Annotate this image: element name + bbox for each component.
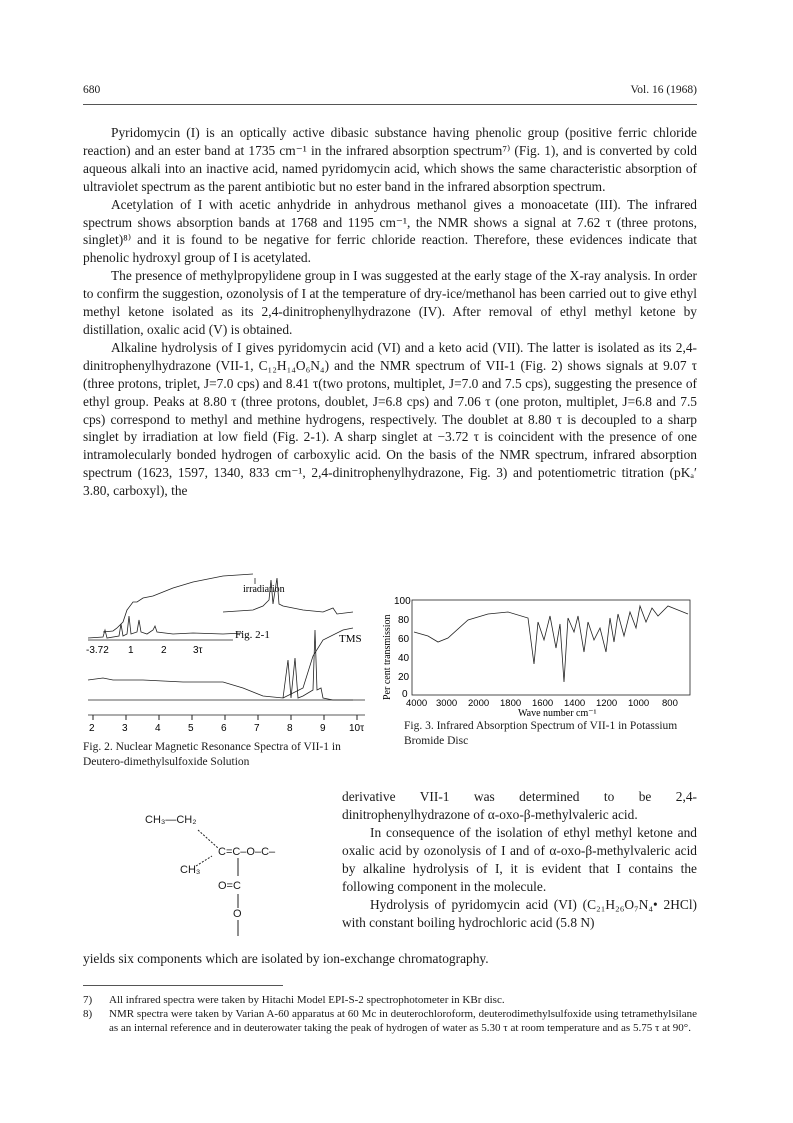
ir-y-tick: 20 [398,672,410,683]
nmr-upper-tick: -3.72 [86,645,109,656]
nmr-lower-tick: 2 [89,723,95,734]
page-number: 680 [83,84,101,96]
ir-x-tick: 800 [662,698,678,709]
nmr-upper-baseline [88,616,243,638]
tms-label: TMS [339,633,362,645]
paragraph: Pyridomycin (I) is an optically active dibasic substance having phenolic group (positive ferric chloride reaction) and an ester band at 1735 cm⁻¹ in the infrared absorption spectrum⁷⁾ (Fig. 1), and is converted by cold aqueous alkali into an inactive acid, named pyridomycin acid, which shows the same characteristic absorption of ultraviolet spectrum as the parent antibiotic but no ester band in the infrared absorption spectrum. [83,125,697,194]
nmr-upper-tick: 2 [161,645,167,656]
ir-x-tick: 3000 [436,698,458,709]
footnote-text: All infrared spectra were taken by Hitachi Model EPI-S-2 spectrophotometer in KBr disc. [109,994,505,1006]
volume-label: Vol. 16 (1968) [630,84,697,96]
footnote [83,993,697,1007]
paragraph: derivative VII-1 was determined to be 2,4-dinitrophenylhydrazone of α-oxo-β-methylvaleric acid. [342,789,697,822]
structure-line: C=C–O–C– [218,846,276,858]
nmr-lower-tick: 10τ [349,723,365,734]
ir-x-tick: 1600 [532,698,554,709]
ir-x-tick: 1200 [596,698,618,709]
ir-trace [414,606,688,682]
nmr-lower-tick: 5 [188,723,194,734]
nmr-lower-tick: 3 [122,723,128,734]
paragraph: Hydrolysis of pyridomycin acid (VI) (C₂₁H₂₆O₇N₄• 2HCl) with constant boiling hydrochloric acid (5.8 N) [342,897,697,930]
ir-x-tick: 2000 [468,698,490,709]
fig2-1-label: Fig. 2-1 [235,629,270,641]
footnote [83,1007,697,1035]
paragraph: In consequence of the isolation of ethyl methyl ketone and oxalic acid by ozonolysis of I and of α-oxo-β-methylvaleric acid by alkaline hydrolysis of I, it is evident that I contains the following component in the molecule. [342,825,697,894]
irradiation-label: irradiation [243,584,285,595]
ir-plot-frame [412,600,690,695]
nmr-lower-tick: 6 [221,723,227,734]
nmr-upper-tick: 3τ [193,645,203,656]
header-rule [83,104,697,105]
paragraph: The presence of methylpropylidene group in I was suggested at the early stage of the X-ray analysis. In order to confirm the suggestion, ozonolysis of I at the temperature of dry-ice/methanol has been carried out to give ethyl methyl ketone isolated as its 2,4-dinitrophenylhydrazone (IV). After removal of ethyl methyl ketone by distillation, oxalic acid (V) is obtained. [83,268,697,337]
chemical-structure [140,808,310,938]
nmr-lower-ticks [93,715,357,720]
ir-x-tick: 1000 [628,698,650,709]
right-column-text [342,788,697,932]
ir-y-tick: 40 [398,653,410,664]
footnotes [83,993,697,1035]
fig2-caption: Fig. 2. Nuclear Magnetic Resonance Spectra of VII-1 in Deutero-dimethylsulfoxide Solution [83,741,341,768]
ir-ylabel: Per cent transmission [382,614,393,700]
nmr-upper-tick: 1 [128,645,134,656]
ir-y-tick: 100 [394,596,411,607]
nmr-lower-tick: 8 [287,723,293,734]
nmr-lower-trace [88,630,353,700]
ir-y-tick: 60 [398,634,410,645]
structure-line: O [233,908,242,920]
ir-x-tick: 1400 [564,698,586,709]
ir-y-tick: 0 [402,689,408,700]
paragraph: Alkaline hydrolysis of I gives pyridomycin acid (VI) and a keto acid (VII). The latter is isolated as its 2,4-dinitrophenylhydrazone (VII-1, C₁₂H₁₄O₆N₄) and the NMR spectrum of VII-1 (Fig. 2) shows signals at 9.07 τ (three protons, triplet, J=7.0 cps) and 8.41 τ(two protons, multiplet, J=7.0 and 7.5 cps), suggesting the presence of ethyl group. Peaks at 8.80 τ (three protons, doublet, J=6.8 cps) and 7.06 τ (one proton, multiplet, J=6.8 and 7.5 cps) correspond to methyl and methine hydrogens, respectively. The doublet at 8.80 τ is decoupled to a sharp singlet by irradiation at low field (Fig. 2-1). A sharp singlet at −3.72 τ is coincident with the presence of one intramolecularly bonded hydrogen of carboxylic acid. On the basis of the NMR spectrum, infrared absorption spectrum (1623, 1597, 1340, 833 cm⁻¹, 2,4-dinitrophenylhydrazone, Fig. 3) and potentiometric titration (pKₐ′ 3.80, carboxyl), the [83,339,697,499]
nmr-lower-tick: 9 [320,723,326,734]
ir-xlabel: Wave number cm⁻¹ [518,708,597,719]
nmr-lower-tick: 4 [155,723,161,734]
nmr-upper-trace [103,574,253,632]
ir-x-tick: 4000 [406,698,428,709]
ir-y-tick: 80 [398,615,410,626]
nmr-lower-tick: 7 [254,723,260,734]
footnote-rule [83,985,283,986]
final-line: yields six components which are isolated by ion-exchange chromatography. [83,951,489,966]
structure-line: CH₃—CH₂ [145,814,197,826]
footnote-text: NMR spectra were taken by Varian A-60 apparatus at 60 Mc in deuterochloroform, deuterodimethylsulfoxide using tetramethylsilane as an internal reference and in deuterowater taking the peak of hydrogen of water as 5.30 τ at room temperature and as 5.75 τ at 90°. [109,1008,697,1034]
paragraph: Acetylation of I with acetic anhydride in anhydrous methanol gives a monoacetate (III). The infrared spectrum shows absorption bands at 1768 and 1195 cm⁻¹, the NMR shows a signal at 7.62 τ (three protons, singlet)⁸⁾ and it is found to be negative for ferric chloride reaction. Therefore, these evidences indicate that phenolic hydroxyl group of I is acetylated. [83,196,697,266]
footnote-number: 8) [83,1008,93,1020]
main-text [83,124,697,500]
ir-x-tick: 1800 [500,698,522,709]
fig3-caption: Fig. 3. Infrared Absorption Spectrum of VII-1 in Potassium Bromide Disc [404,720,678,747]
structure-line: CH₃ [180,864,201,876]
structure-line: O=C [218,880,241,892]
footnote-number: 7) [83,994,93,1006]
